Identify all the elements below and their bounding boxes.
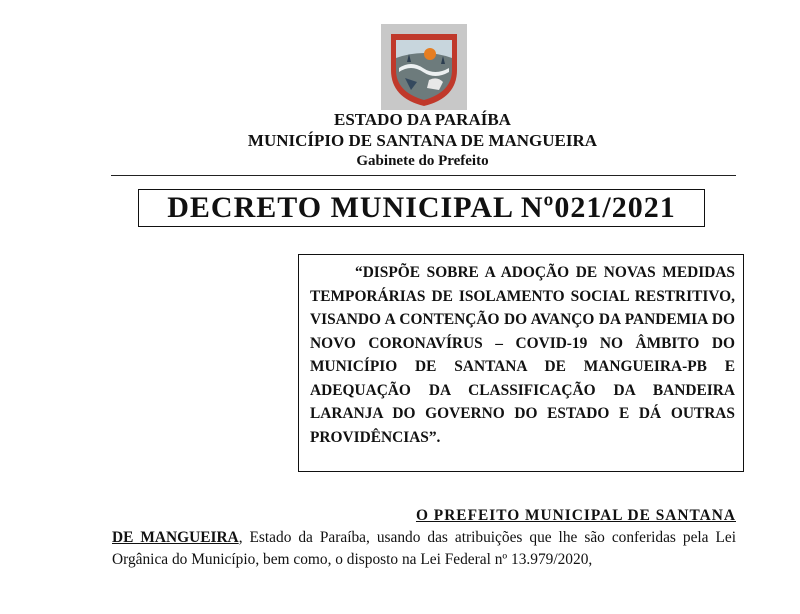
mayor-title: O PREFEITO MUNICIPAL DE SANTANA xyxy=(415,507,736,524)
state-heading: ESTADO DA PARAÍBA xyxy=(334,110,511,129)
decree-title: DECRETO MUNICIPAL Nº021/2021 xyxy=(138,189,705,227)
municipality-heading: MUNICÍPIO DE SANTANA DE MANGUEIRA xyxy=(247,131,598,150)
ementa-box xyxy=(298,254,744,472)
office-heading: Gabinete do Prefeito xyxy=(356,153,489,169)
preamble-paragraph xyxy=(112,505,736,571)
header-divider xyxy=(111,175,736,176)
mayor-title-tail: DE MANGUEIRA xyxy=(112,529,239,546)
preamble-text: , Estado da Paraíba, usando das atribuições que lhe são conferidas pela Lei Orgânica do Município, bem como, o disposto na Lei Federal nº 13.979/2020, xyxy=(112,529,736,568)
ementa-text: “DISPÕE SOBRE A ADOÇÃO DE NOVAS MEDIDAS TEMPORÁRIAS DE ISOLAMENTO SOCIAL RESTRITIVO, VISANDO A CONTENÇÃO DO AVANÇO DA PANDEMIA DO NOVO CORONAVÍRUS – COVID-19 NO ÂMBITO DO MUNICÍPIO DE SANTANA DE MANGUEIRA-PB E ADEQUAÇÃO DA CLASSIFICAÇÃO DA BANDEIRA LARANJA DO GOVERNO DO ESTADO E DÁ OUTRAS PROVIDÊNCIAS”. xyxy=(310,264,735,446)
crest-icon xyxy=(381,24,467,110)
municipal-crest xyxy=(381,24,467,110)
